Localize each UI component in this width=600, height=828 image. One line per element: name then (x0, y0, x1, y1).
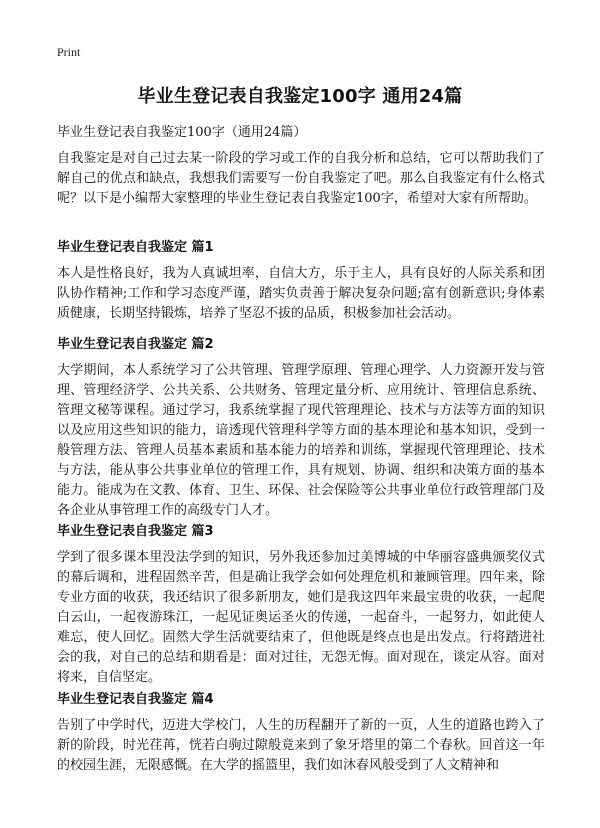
section-heading-1: 毕业生登记表自我鉴定 篇1 (57, 240, 214, 255)
section-heading-4: 毕业生登记表自我鉴定 篇4 (57, 692, 214, 707)
document-subtitle: 毕业生登记表自我鉴定100字（通用24篇） (57, 125, 307, 140)
section-body-1: 本人是性格良好，我为人真诚坦率，自信大方，乐于主人，具有良好的人际关系和团队协作精神;工作和学习态度严谨，踏实负责善于解决复杂问题;富有创新意识;身体素质健康，长期坚持锻炼，培养了坚忍不拔的品质，积极参加社会活动。 (57, 266, 545, 321)
section-heading-2: 毕业生登记表自我鉴定 篇2 (57, 337, 214, 352)
intro-paragraph: 自我鉴定是对自己过去某一阶段的学习或工作的自我分析和总结，它可以帮助我们了解自己的优点和缺点，我想我们需要写一份自我鉴定了吧。那么自我鉴定有什么格式呢？以下是小编帮大家整理的毕业生登记表自我鉴定100字，希望对大家有所帮助。 (57, 151, 545, 206)
section-body-4: 告别了中学时代，迈进大学校门，人生的历程翻开了新的一页，人生的道路也跨入了新的阶段，时光荏苒，恍若白驹过隙般竟来到了象牙塔里的第二个春秋。回首这一年的校园生涯，无限感慨。在大学的摇篮里，我们如沐春风般受到了人文精神和 (57, 718, 545, 773)
section-body-3: 学到了很多课本里没法学到的知识，另外我还参加过美博城的中华丽容盛典颁奖仪式的幕后调和，进程固然辛苦，但是确让我学会如何处理危机和兼顾管理。四年来，除专业方面的收获，我还结识了很多新朋友，她们是我这四年来最宝贵的收获，一起爬白云山，一起夜游珠江，一起见证奥运圣火的传递，一起奋斗，一起努力，如此使人难忘，使人回忆。固然大学生活就要结束了，但他既是终点也是出发点。行将踏进社会的我，对自己的总结和期看是：面对过往，无怨无悔。面对现在，谈定从容。面对将来，自信坚定。 (57, 550, 545, 685)
print-link[interactable]: Print (57, 45, 81, 59)
document-title: 毕业生登记表自我鉴定100字 通用24篇 (137, 86, 463, 107)
section-heading-3: 毕业生登记表自我鉴定 篇3 (57, 524, 214, 539)
section-body-2: 大学期间，本人系统学习了公共管理、管理学原理、管理心理学、人力资源开发与管理、管理经济学、公共关系、公共财务、管理定量分析、应用统计、管理信息系统、管理文秘等课程。通过学习，我系统掌握了现代管理理论、技术与方法等方面的知识以及应用这些知识的能力，谙透现代管理科学等方面的基本理论和基本知识，受到一般管理方法、管理人员基本素质和基本能力的培养和训练，掌握现代管理理论、技术与方法，能从事公共事业单位的管理工作，具有规划、协调、组织和决策方面的基本能力。能成为在文教、体育、卫生、环保、社会保险等公共事业单位行政管理部门及各企业从事管理工作的高级专门人才。 (57, 363, 545, 518)
